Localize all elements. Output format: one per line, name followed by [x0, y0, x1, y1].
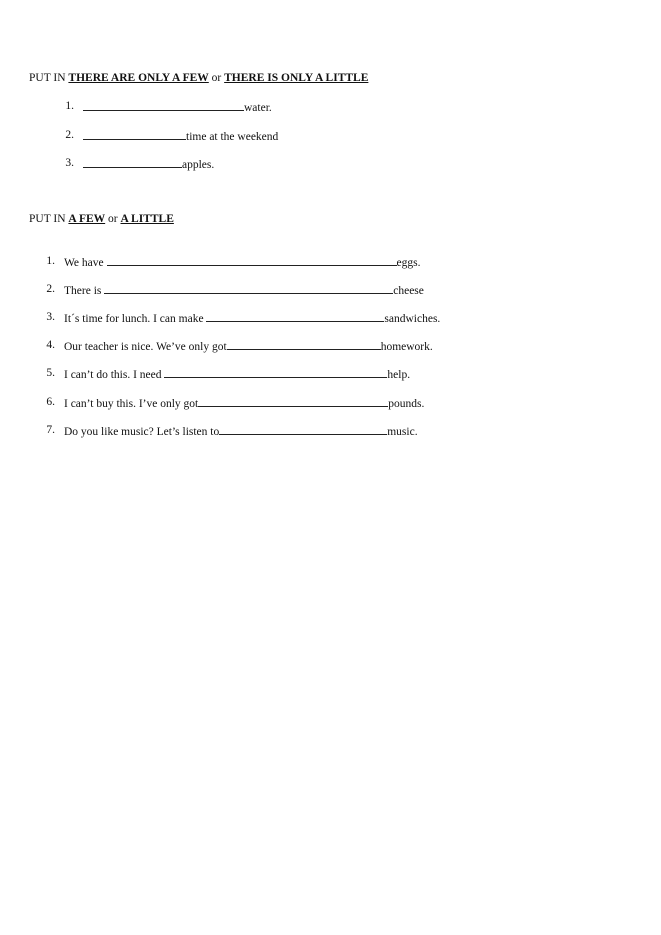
item-number: 2. — [46, 283, 55, 295]
item-number: 2. — [65, 129, 74, 141]
section1-connector: or — [208, 72, 225, 84]
item-text-after: homework. — [380, 341, 433, 353]
item-text-before: There is — [64, 285, 105, 297]
item-text-after: help. — [387, 369, 411, 381]
item-text-after: eggs. — [396, 257, 421, 269]
item-number: 4. — [46, 339, 55, 351]
item-number: 3. — [65, 157, 74, 169]
answer-blank[interactable] — [219, 423, 387, 435]
item-number: 1. — [65, 100, 74, 112]
item-text-before: Do you like music? Let’s listen to — [64, 426, 220, 438]
item-text-after: apples. — [182, 159, 215, 171]
section2-option-a: A FEW — [68, 213, 106, 225]
item-text-after: cheese — [393, 285, 424, 297]
answer-blank[interactable] — [83, 156, 182, 168]
section2-heading-prefix: PUT IN — [29, 213, 69, 225]
answer-blank[interactable] — [83, 128, 186, 140]
item-number: 5. — [46, 367, 55, 379]
answer-blank[interactable] — [227, 338, 381, 350]
item-text-after: music. — [387, 426, 418, 438]
section1-option-b: THERE IS ONLY A LITTLE — [224, 72, 369, 84]
answer-blank[interactable] — [198, 395, 388, 407]
section2-option-b: A LITTLE — [120, 213, 174, 225]
answer-blank[interactable] — [206, 310, 384, 322]
section2-connector: or — [105, 213, 121, 225]
item-text-before: We have — [64, 257, 107, 269]
item-text-before: Our teacher is nice. We’ve only got — [64, 341, 227, 353]
item-number: 6. — [46, 396, 55, 408]
answer-blank[interactable] — [107, 254, 397, 266]
answer-blank[interactable] — [83, 99, 244, 111]
item-text-after: sandwiches. — [384, 313, 441, 325]
section1-option-a: THERE ARE ONLY A FEW — [68, 72, 209, 84]
item-text-before: It´s time for lunch. I can make — [64, 313, 207, 325]
section2-heading — [29, 212, 174, 226]
section1-heading-prefix: PUT IN — [29, 72, 69, 84]
item-text-before: I can’t buy this. I’ve only got — [64, 398, 199, 410]
item-text-after: pounds. — [388, 398, 425, 410]
item-number: 7. — [46, 424, 55, 436]
section1-heading — [29, 71, 368, 85]
item-text-after: water. — [244, 102, 272, 114]
answer-blank[interactable] — [164, 366, 387, 378]
item-text-after: time at the weekend — [186, 131, 279, 143]
answer-blank[interactable] — [104, 282, 393, 294]
item-text-before: I can’t do this. I need — [64, 369, 165, 381]
item-number: 1. — [46, 255, 55, 267]
item-number: 3. — [46, 311, 55, 323]
